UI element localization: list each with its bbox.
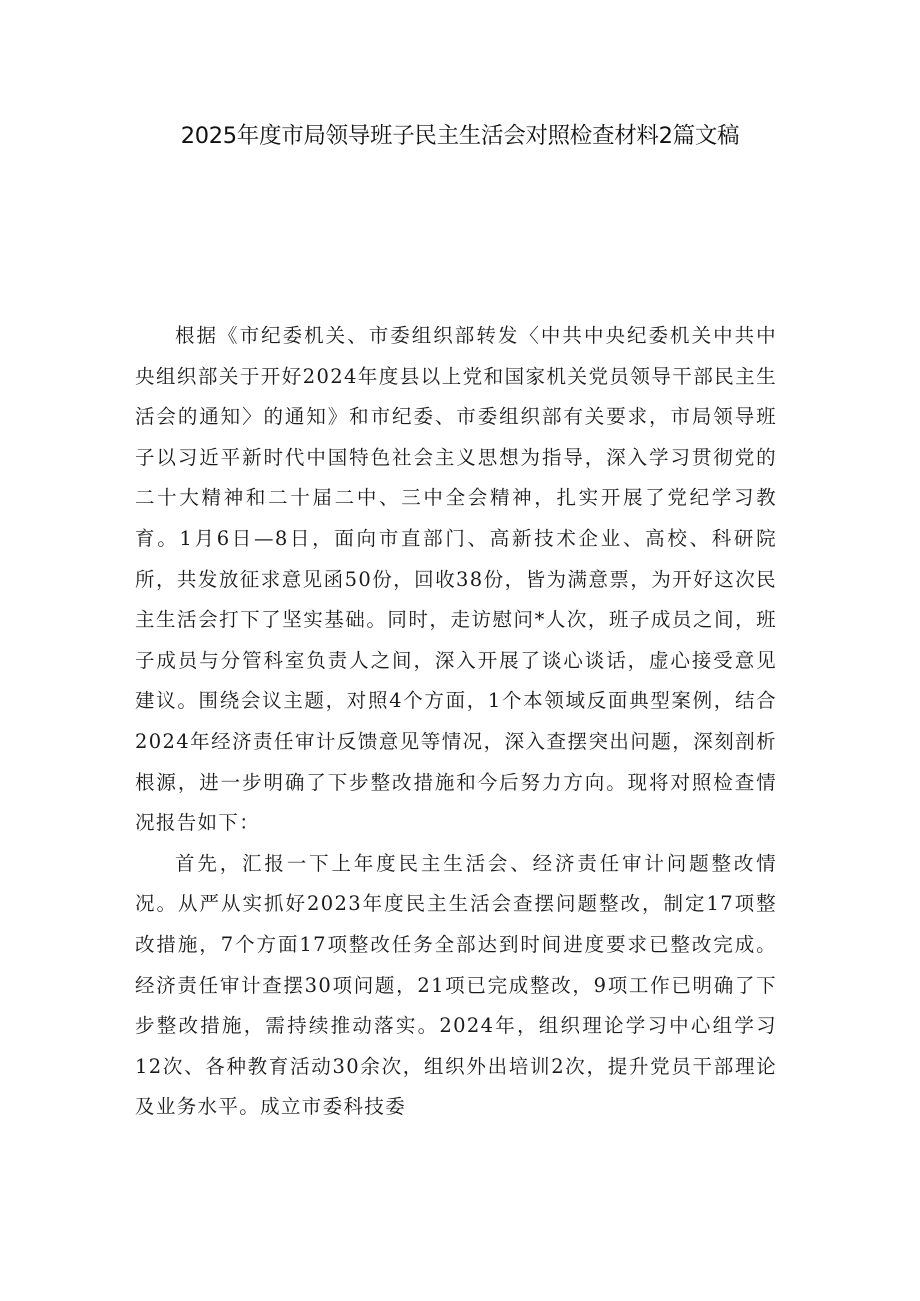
paragraph-rectification: 首先，汇报一下上年度民主生活会、经济责任审计问题整改情况。从严从实抓好2023年度民主生活会查摆问题整改，制定17项整改措施，7个方面17项整改任务全部达到时间进度要求已整改完成。经济责任审计查摆30项问题，21项已完成整改，9项工作已明确了下步整改措施，需持续推动落实。2024年，组织理论学习中心组学习12次、各种教育活动30余次，组织外出培训2次，提升党员干部理论及业务水平。成立市委科技委 xyxy=(135,851,777,1119)
paragraph-intro: 根据《市纪委机关、市委组织部转发〈中共中央纪委机关中共中央组织部关于开好2024年度县以上党和国家机关党员领导干部民主生活会的通知〉的通知》和市纪委、市委组织部有关要求，市局领导班子以习近平新时代中国特色社会主义思想为指导，深入学习贯彻党的二十大精神和二十届二中、三中全会精神，扎实开展了党纪学习教育。1月6日—8日，面向市直部门、高新技术企业、高校、科研院所，共发放征求意见函50份，回收38份，皆为满意票，为开好这次民主生活会打下了坚实基础。同时，走访慰问*人次，班子成员之间，班子成员与分管科室负责人之间，深入开展了谈心谈话，虚心接受意见建议。围绕会议主题，对照4个方面，1个本领域反面典型案例，结合2024年经济责任审计反馈意见等情况，深入查摆突出问题，深刻剖析根源，进一步明确了下步整改措施和今后努力方向。现将对照检查情况报告如下： xyxy=(135,324,777,835)
document-title: 2025年度市局领导班子民主生活会对照检查材料2篇文稿 xyxy=(180,123,740,149)
document-body xyxy=(135,316,777,1128)
